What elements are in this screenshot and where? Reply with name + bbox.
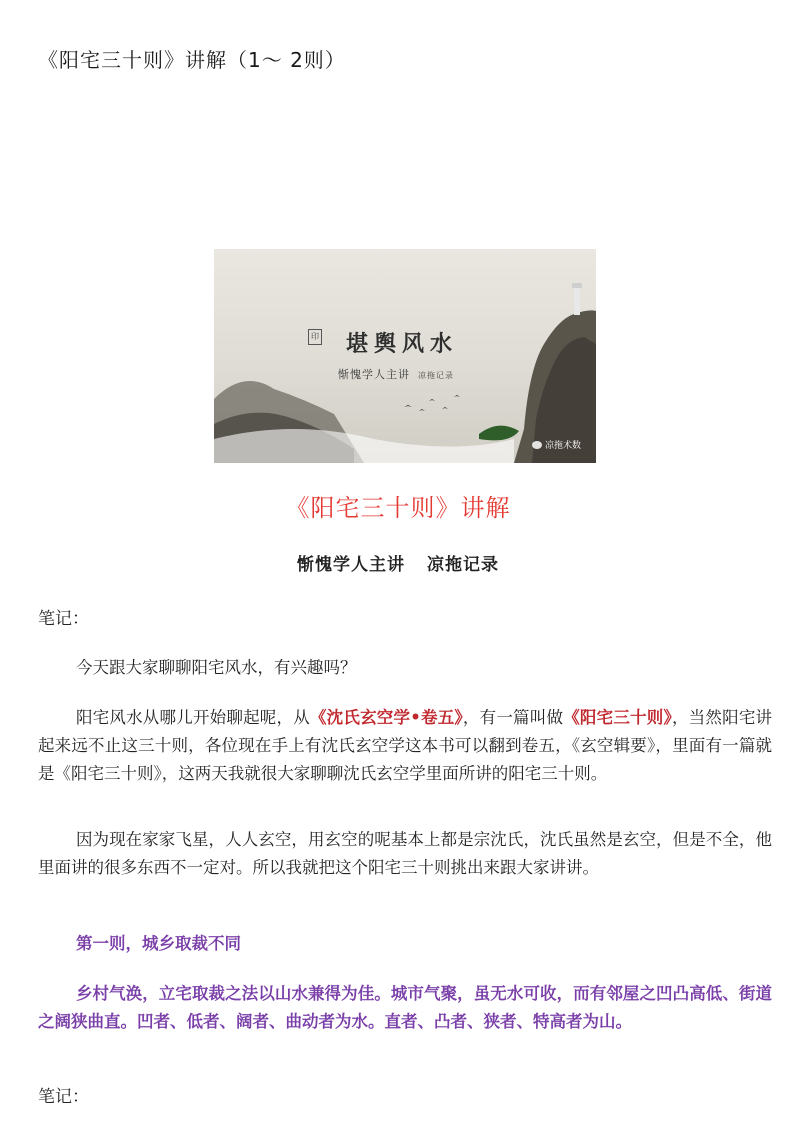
chapter-reference: 《阳宅三十则》 — [563, 708, 672, 727]
paragraph-source-text-1: 阳宅风水从哪儿开始聊起呢，从 — [75, 708, 310, 727]
banner-subtitle-main: 惭愧学人主讲 — [338, 368, 410, 381]
byline-speaker: 惭愧学人主讲 — [297, 555, 405, 575]
article-title: 《阳宅三十则》讲解 — [285, 494, 511, 522]
paragraph-source-text-3: ，当然阳宅讲起来远不止这三十则，各位现在手上有沈氏玄空学这本书可以翻到卷五，《玄空辑要》，里面有一篇就是《阳宅三十则》，这两天我就很大家聊聊沈氏玄空学里面所讲的阳宅三十则。 — [38, 708, 773, 783]
paragraph-reason: 因为现在家家飞星，人人玄空，用玄空的呢基本上都是宗沈氏，沈氏虽然是玄空，但是不全，他里面讲的很多东西不一定对。所以我就把这个阳宅三十则挑出来跟大家讲讲。 — [38, 830, 772, 877]
notes-label-2: 笔记： — [38, 1087, 89, 1107]
banner-image — [214, 249, 596, 463]
notes-label: 笔记： — [38, 609, 89, 629]
seal-stamp: 印 — [308, 329, 322, 345]
wechat-icon — [532, 441, 542, 449]
paragraph-source — [38, 704, 772, 788]
rule-1-text: 乡村气涣，立宅取裁之法以山水兼得为佳。城市气聚，虽无水可收，而有邻屋之凹凸高低、街道之阔狭曲直。凹者、低者、阔者、曲动者为水。直者、凸者、狭者、特高者为山。 — [38, 984, 772, 1031]
watermark — [532, 438, 581, 451]
paragraph-intro: 今天跟大家聊聊阳宅风水，有兴趣吗？ — [75, 658, 357, 677]
byline — [0, 550, 796, 575]
banner-subtitle-small: 凉拖记录 — [418, 371, 454, 380]
banner-title: 堪舆风水 — [346, 331, 459, 357]
paragraph-source-text-2: ，有一篇叫做 — [462, 708, 564, 727]
banner-subtitle — [338, 366, 454, 382]
watermark-text: 凉拖术数 — [545, 441, 582, 451]
document-title: 《阳宅三十则》讲解（1～ 2则） — [38, 48, 346, 72]
byline-recorder: 凉拖记录 — [427, 555, 499, 575]
rule-1-heading: 第一则，城乡取裁不同 — [75, 934, 241, 953]
book-reference: 《沈氏玄空学•卷五》 — [309, 708, 463, 727]
